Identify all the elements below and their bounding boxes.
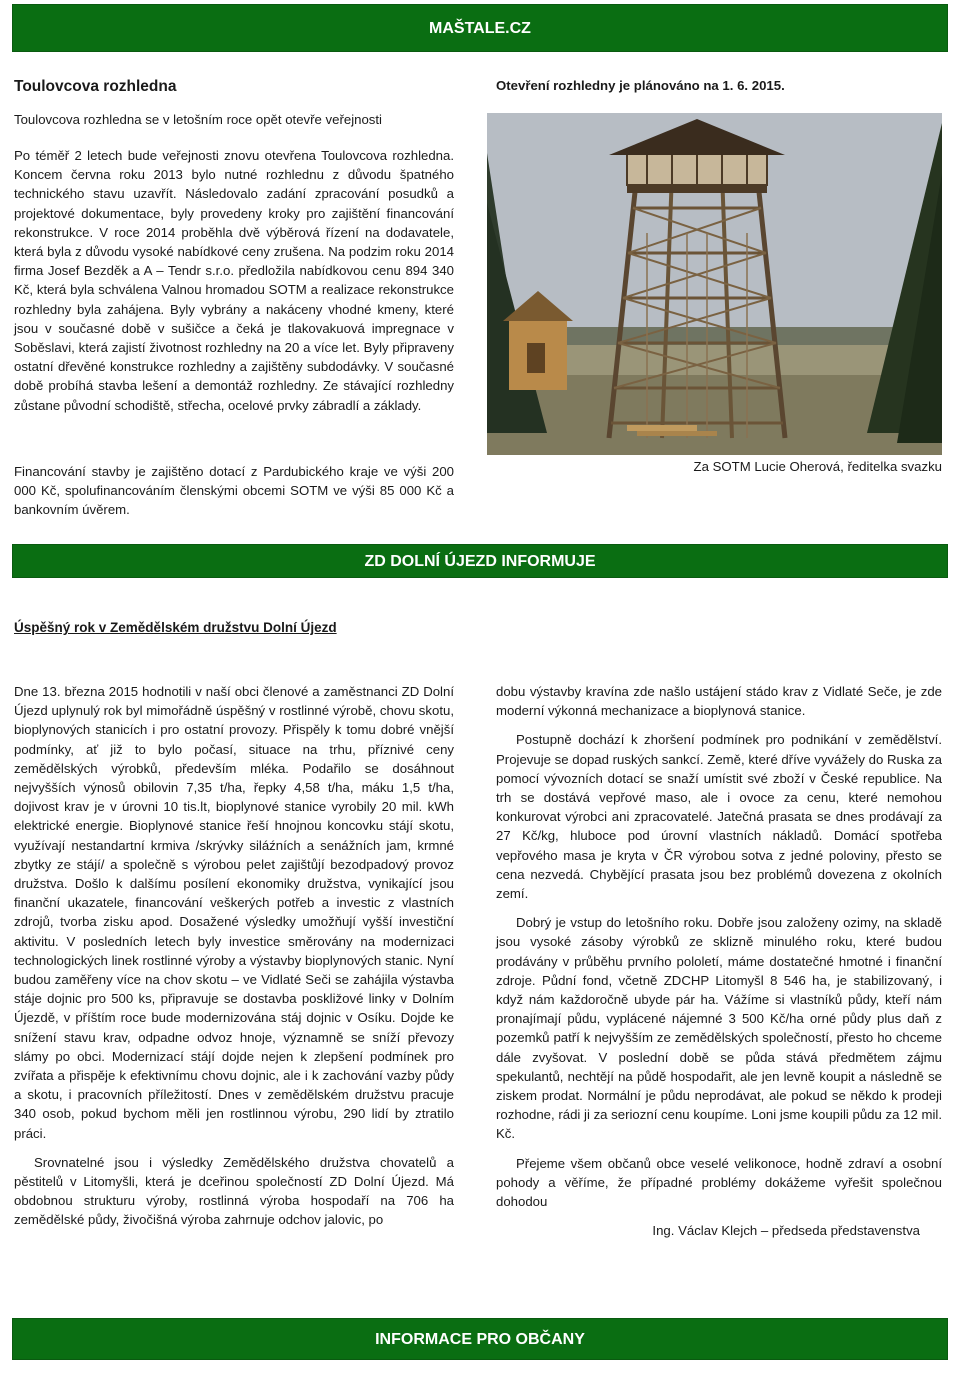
tower-illustration [487,113,942,455]
section-banner-zd [12,544,948,578]
article-column-right [496,682,942,1240]
article-paragraph: dobu výstavby kravína zde našlo ustájení stádo krav z Vidlaté Seče, je zde moderní výkonná mechanizace a bioplynová stanice. [496,684,942,719]
article-signature: Ing. Václav Klejch – předseda představenstva [652,1223,920,1239]
photo-caption-author: Za SOTM Lucie Oherová, ředitelka svazku [693,459,942,474]
article-finance-paragraph: Financování stavby je zajištěno dotací z Pardubického kraje ve výši 200 000 Kč, spolufinancováním členskými obcemi SOTM ve výši 85 000 Kč a bankovním úvěrem. [14,464,454,518]
article-column-left [14,682,454,1240]
article-paragraph: Postupně dochází k zhoršení podmínek pro podnikání v zemědělství. Projevuje se dopad ruských sankcí. Země, které dříve vyvážely do Ruska za pomocí vývozních dotací se snaží umístit své zboží v České republice. Na trh se dostává vepřové maso, ale i ovoce za cenu, které nemohou konkurovat výrobci ani zpracovatelé. Jatečná prasata se dnes prodávají za 27 Kč/kg, hluboce pod úrovní vlastních nákladů. Domácí spotřeba vepřového masa je kryta v ČR výrobou sotva z jedné poloviny, přesto se cena nezvedá. Chybějící prasata jsou bez problémů dovezena z okolních zemí. [496,732,942,902]
article-subtitle: Toulovcova rozhledna se v letošním roce opět otevře veřejnosti [14,112,382,127]
article-title-rozhledna: Toulovcova rozhledna [14,78,177,95]
site-header-banner [12,4,948,52]
article-paragraph: Dne 13. března 2015 hodnotili v naší obci členové a zaměstnanci ZD Dolní Újezd uplynulý rok byl mimořádně úspěšný v rostlinné výrobě, chovu skotu, bioplynových stanicích i pro ostatní provozy. Přispěly k tomu dobré vnější podmínky, ať již to bylo počasí, situace na trhu, příznivé ceny zemědělských výrobků, především mléka. Podařilo se dosáhnout nejvyšších výnosů obilovin 7,35 t/ha, řepky 4,58 t/ha, máku 1,5 t/ha, dojivost krav je v úrovni 10 tis.lt, bioplynové stanice vyrobily 20 mil. kWh elektrické energie. Bioplynové stanice řeší hnojnou koncovku stájí skotu, využívají nestandartní krmiva /skrývky siláźních a senážních jam, krmné zbytky ze stájí/ a společně s výrobou pelet zajištůjí bezodpadový provoz družstva. Došlo k dalšímu posílení ekonomiky družstva, vynikající jsou finanční ukazatele, financování veškerých potřeb a investic z vlastních zdrojů, tvorba zisku apod. Dosažené výsledky umožňují vyšší investiční aktivitu. V posledních letech byly investice směrovány na modernizaci technologických linek rostlinné výroby a výstavby bioplynových stanic. Nyní budou zaměřeny více na chov skotu – ve Vidlaté Seči se zahájila výstavba stáje dojnic pro 500 ks, připravuje se dostavba poskliz̆ové linky v Dolním Újezdě, v příštím roce bude modernizována stáj dojnic v Osíku. Dojde ke snížení stavu krav, odpadne odvoz hnoje, významně se sníží převozy slámy po obci. Modernizací stájí dojde nejen k zlepšení podmínek pro zvířata a přispěje k efektivnímu chovu dojnic, ale i k zachování vazby půdy a skotu, i pracovních příležitostí. Dnes v zemědělském družstvu pracuje 340 osob, pokud bychom měli jen rostlinnou výrobu, 290 lidí by ztratilo práci. [14,684,454,1141]
article-body-rozhledna: Po téměř 2 letech bude veřejnosti znovu otevřena Toulovcova rozhledna. Koncem června roku 2013 bylo nutné rozhlednu z důvodu špatného technického stavu uzavřít. Následovalo zadání zpracování posudků a projektové dokumentace, byly provedeny kroky pro zajištění financování rekonstrukce. V roce 2014 proběhla dvě výběrová řízení na dodavatele, která byla z důvodu vysoké nabídkové ceny zrušena. Na podzim roku 2014 firma Josef Bezděk a A – Tendr s.r.o. předložila nabídkovou cenu 894 340 Kč, která byla schválena Valnou hromadou SOTM a realizace rekonstrukce rozhledny byla zahájena. Byly vybrány a nakáceny vhodné kmeny, které jsou v současné době v sušičce a čeká je tlakovakuová impregnace v Soběslavi, která zajistí životnost rozhledny na 20 a více let. Byly připraveny ostatní dřevěné konstrukce rozhledny a zajištěny subdodávky. V současné době probíhá stavba lešení a demontáž rozhledny. Ze stávající rozhledny zůstane původní schodiště, střecha, ocelové prvky zábradlí a základy. [14,148,454,413]
opening-date-note: Otevření rozhledny je plánováno na 1. 6. 2015. [496,78,785,93]
footer-banner [12,1318,948,1360]
article-paragraph: Dobrý je vstup do letošního roku. Dobře jsou založeny ozimy, na skladě jsou vysoké zásoby výrobků ze sklizně minulého roku, které budou prodávány v průběhu prvního pololetí, máme dostatečné hmotné i finanční zdroje. Půdní fond, včetně ZDCHP Litomyšl 8 546 ha, je stabilizovaný, i když nám každoročně ubyde pár ha. Vážíme si vlastníků půdy, kteří nám pronajímají půdu, vyplácené nájemné 3 500 Kč/ha orné půdy plus daň z pozemků patří k nejvyšším ze zemědělských společností, přesto ho chceme dále zvyšovat. V poslední době se půda stává předmětem zájmu spekulantů, nechtějí na půdě hospodařit, ale jen levně koupit a následně se ziskem prodat. Normální je půdu neprodávat, ale pokud se někdo k prodeji rozhodne, rádi ji za seriozní cenu koupíme. Loni jsme koupili půdu za 12 mil. Kč. [496,915,942,1142]
article-title-zd: Úspěšný rok v Zemědělském družstvu Dolní Újezd [14,620,337,635]
article-paragraph: Přejeme všem občanů obce veselé velikonoce, hodně zdraví a osobní pohody a věříme, že případné problémy dokážeme vyřešit společnou dohodou [496,1155,942,1210]
lookout-tower-photo [487,113,942,455]
article-paragraph: Srovnatelné jsou i výsledky Zemědělského družstva chovatelů a pěstitelů v Litomyšli, která je dceřinou společností ZD Dolní Újezd. Má obdobnou strukturu výroby, rostlinná výroba hospodaří na 706 ha zemědělské půdy, živočišná výroba zahrnuje odchov jalovic, po [14,1154,454,1228]
section-banner-title: ZD DOLNÍ ÚJEZD INFORMUJE [364,553,596,570]
footer-banner-title: INFORMACE PRO OBČANY [375,1331,585,1348]
site-title: MAŠTALE.CZ [429,20,531,37]
